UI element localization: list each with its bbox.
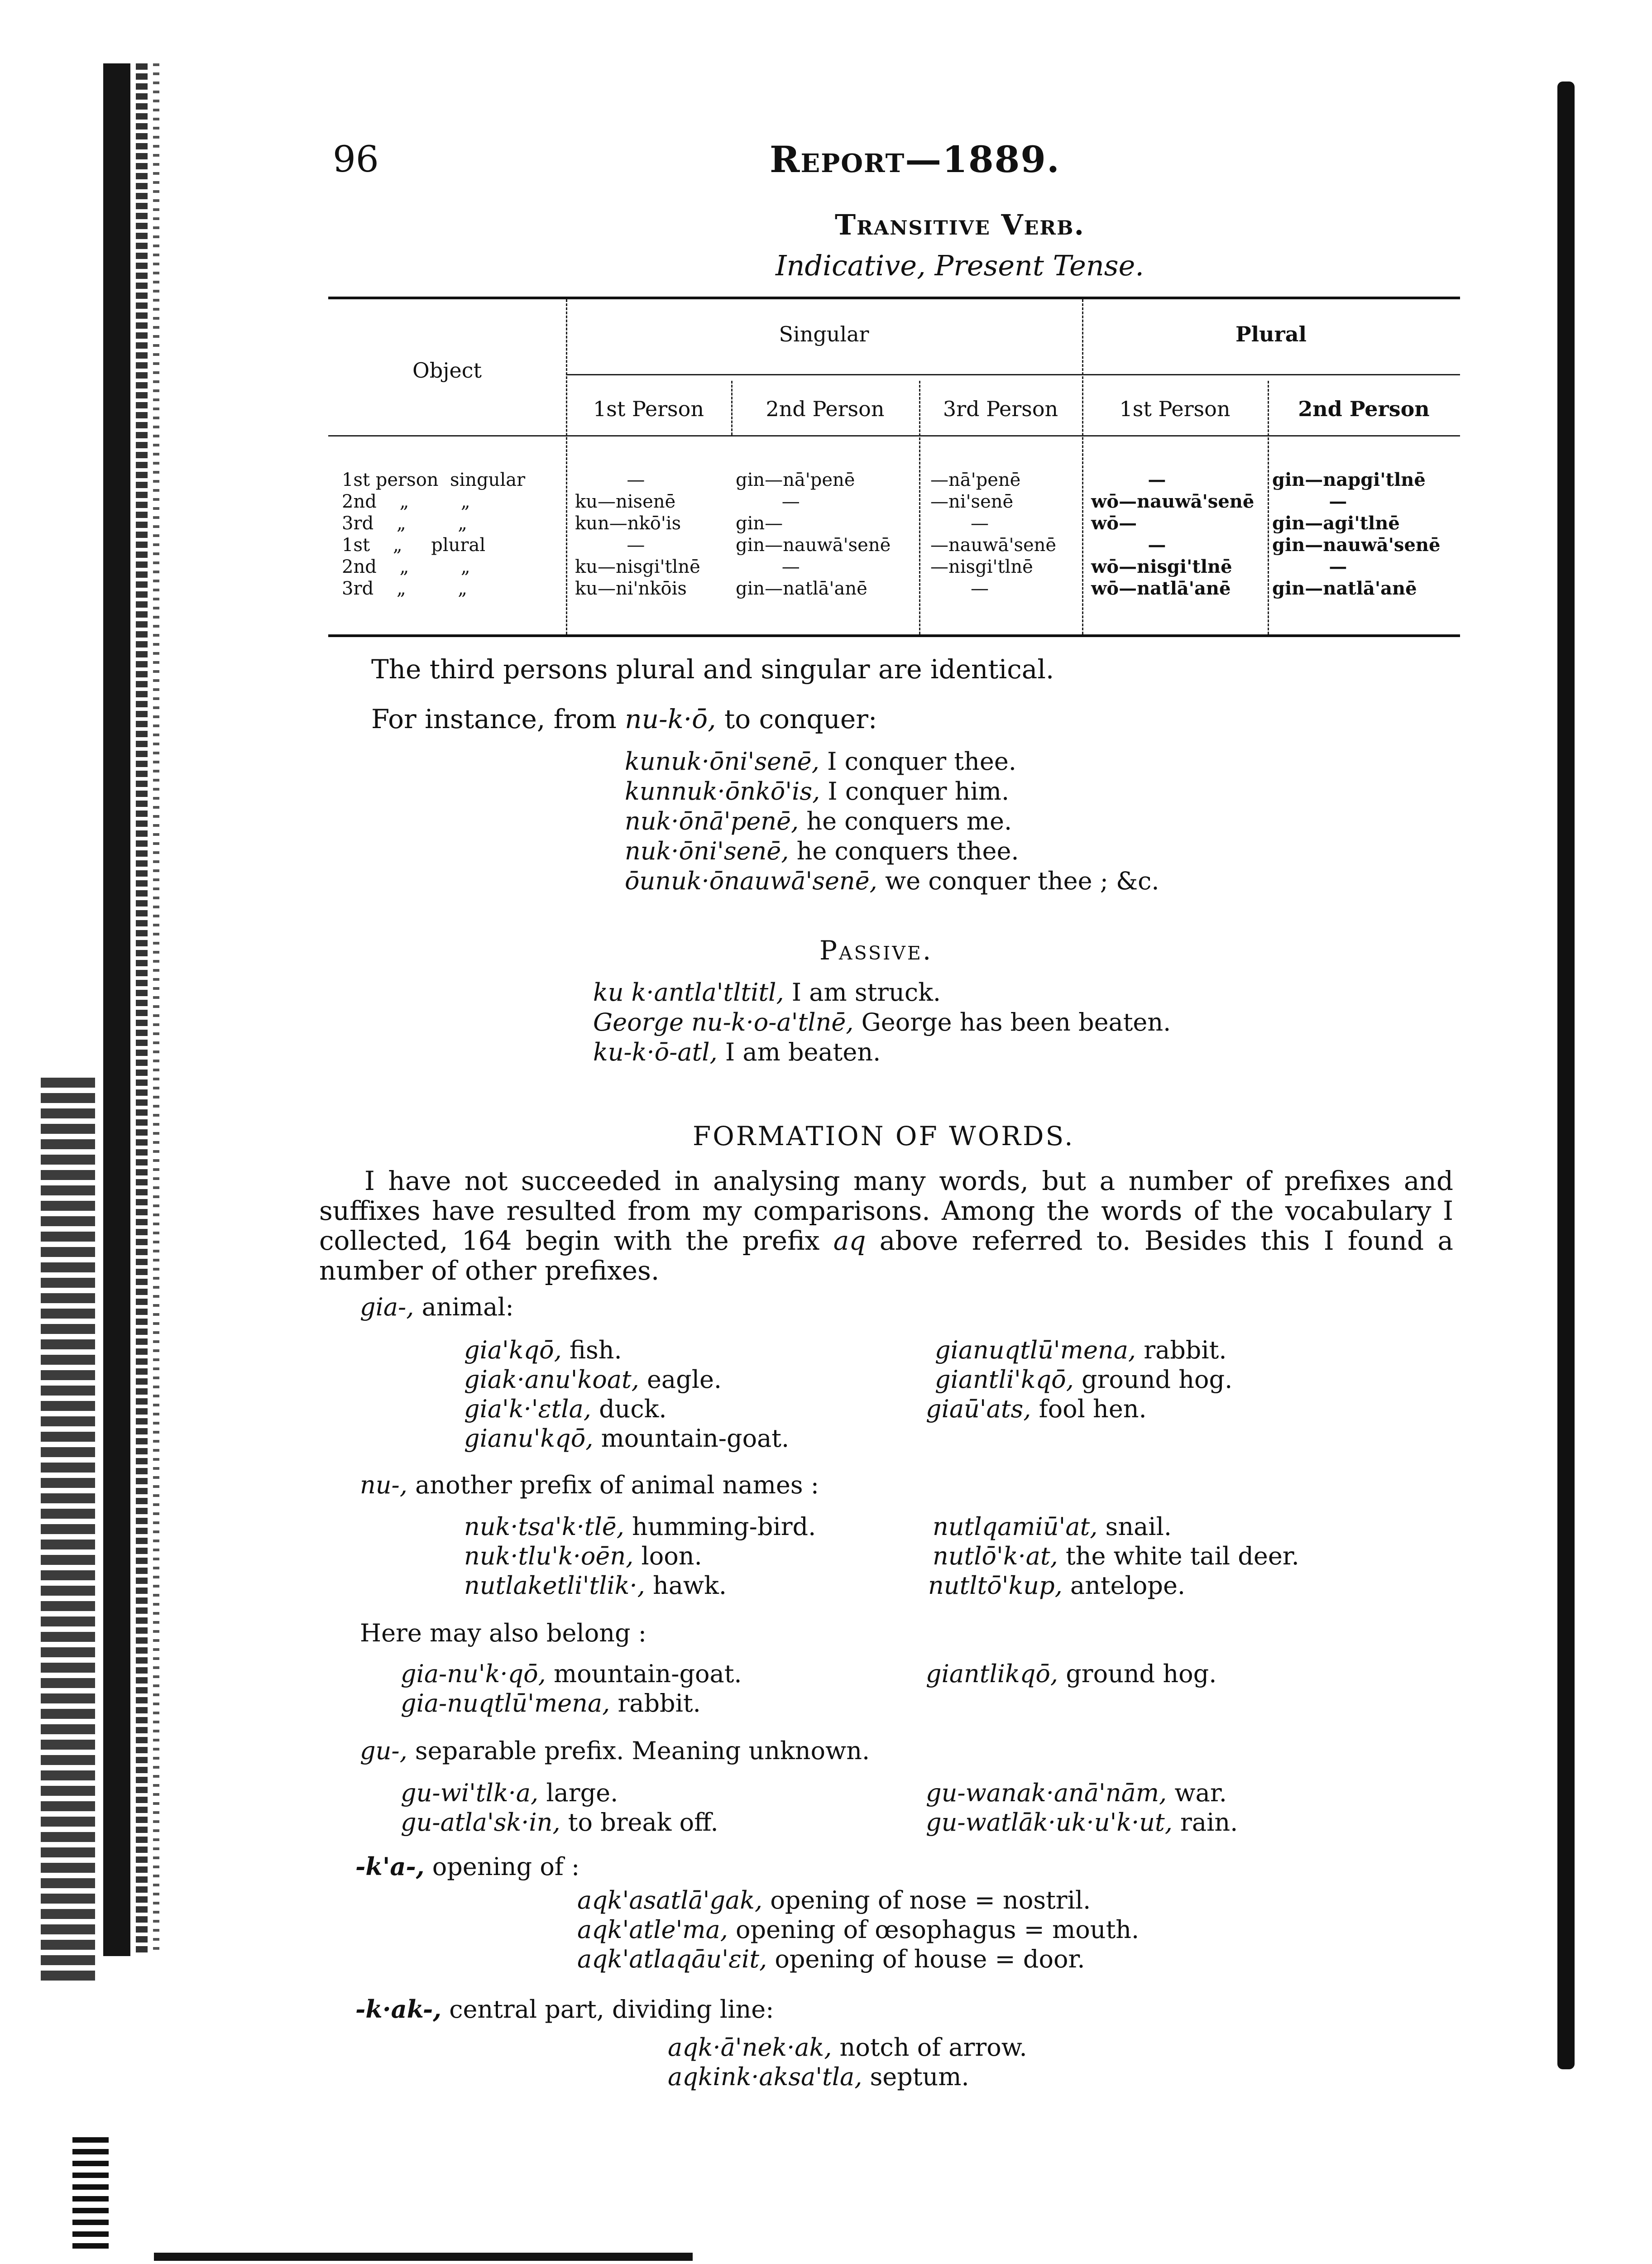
native-word: aqk'atlaqāu'ɛit, — [577, 1945, 767, 1973]
vocab-entry — [464, 1424, 789, 1453]
gloss: snail. — [1097, 1512, 1172, 1541]
text: to conquer: — [716, 704, 877, 734]
gloss: hawk. — [645, 1571, 727, 1600]
gloss: eagle. — [639, 1365, 722, 1394]
native-word: nutlqamiū'at, — [933, 1512, 1098, 1541]
vocab-entry — [933, 1542, 1299, 1571]
section-heading-passive: Passive. — [819, 935, 933, 966]
header-rule — [566, 374, 1460, 375]
gloss: I conquer thee. — [819, 747, 1016, 776]
example — [593, 1008, 1171, 1037]
gloss: mountain-goat. — [546, 1660, 742, 1688]
gloss: opening of œsophagus = mouth. — [728, 1915, 1140, 1944]
gloss: opening of house = door. — [767, 1945, 1085, 1973]
native-word: giaū'ats, — [926, 1395, 1031, 1423]
example — [625, 807, 1012, 836]
vocab-entry — [464, 1512, 816, 1541]
gloss: ground hog. — [1058, 1660, 1217, 1688]
vocab-entry — [464, 1395, 667, 1424]
paragraph — [371, 704, 877, 734]
gloss: large. — [538, 1779, 618, 1807]
gloss: mountain-goat. — [593, 1424, 790, 1453]
gloss: notch of arrow. — [832, 2033, 1027, 2062]
gloss: I conquer him. — [820, 777, 1010, 806]
gloss: he conquers thee. — [789, 837, 1019, 865]
header-person: 2nd Person — [766, 397, 885, 421]
native-word: aqkink·aksa'tla, — [668, 2063, 862, 2091]
native-word: aqk·ā'nek·ak, — [668, 2033, 832, 2062]
native-word: kunnuk·ōnkō'is, — [625, 777, 820, 806]
text: For instance, from — [371, 704, 625, 734]
gloss: rabbit. — [610, 1689, 701, 1717]
native-word: gia-nu'k·qō, — [401, 1660, 546, 1688]
vocab-entry — [668, 2063, 969, 2091]
scan-edge-left-inner — [136, 63, 148, 1956]
header-person: 3rd Person — [943, 397, 1058, 421]
gloss: George has been beaten. — [853, 1008, 1171, 1036]
native-word: nuk·ōni'senē, — [625, 837, 789, 865]
gloss: to break off. — [560, 1808, 718, 1837]
text: above referred to. Besides this I found a number of other prefixes. — [319, 1225, 1453, 1286]
example — [593, 978, 941, 1007]
vocab-entry — [668, 2033, 1027, 2062]
header-person: 1st Person — [1119, 397, 1231, 421]
gloss: humming-bird. — [624, 1512, 816, 1541]
gloss: duck. — [591, 1395, 667, 1423]
native-word: kunuk·ōni'senē, — [625, 747, 819, 776]
example — [593, 1038, 881, 1067]
gloss: he conquers me. — [799, 807, 1012, 835]
vocab-entry — [935, 1365, 1232, 1394]
object-column: 1st person singular 2nd „ „ 3rd „ „ 1st „ plural 2nd „ „ 3rd „ „ — [342, 470, 526, 599]
gloss: rabbit. — [1136, 1336, 1227, 1364]
prefix-heading — [355, 1995, 774, 2024]
prefix: gia-, — [360, 1293, 414, 1321]
native-word: gu-atla'sk·in, — [401, 1808, 560, 1837]
gloss: ground hog. — [1073, 1365, 1233, 1394]
header-plural: Plural — [1235, 322, 1307, 346]
vocab-entry — [401, 1808, 718, 1837]
vocab-entry — [464, 1542, 702, 1571]
header-person: 1st Person — [593, 397, 704, 421]
gloss: rain. — [1172, 1808, 1238, 1837]
singular-3rd-column: —nā'penē —ni'senē — —nauwā'senē —nisgi'tlnē — — [930, 470, 1057, 599]
plural-1st-column: — wō—nauwā'senē wō— — wō—nisgi'tlnē wō—natlā'anē — [1091, 469, 1255, 599]
paragraph: The third persons plural and singular are identical. — [371, 654, 1054, 685]
gloss: I am beaten. — [717, 1038, 881, 1066]
native-word: George nu-k·o-a'tlnē, — [593, 1008, 854, 1036]
prefix: -k·ak-, — [355, 1995, 442, 2024]
section-heading-formation: FORMATION OF WORDS. — [693, 1121, 1075, 1151]
subheading: Here may also belong : — [360, 1619, 646, 1647]
header-person: 2nd Person — [1298, 397, 1430, 421]
native-word: gia-nuqtlū'mena, — [401, 1689, 610, 1717]
gloss: another prefix of animal names : — [407, 1471, 819, 1499]
vocab-entry — [464, 1571, 727, 1600]
gloss: separable prefix. Meaning unknown. — [407, 1736, 870, 1765]
native-word: ōunuk·ōnauwā'senē, — [625, 867, 877, 895]
plural-2nd-column: gin—napgi'tlnē — gin—agi'tlnē gin—nauwā'senē — gin—natlā'anē — [1272, 469, 1441, 599]
native-word: gianu'kqō, — [464, 1424, 594, 1453]
native-word: giak·anu'koat, — [464, 1365, 639, 1394]
gloss: fool hen. — [1031, 1395, 1147, 1423]
native-word: nu-k·ō, — [625, 704, 716, 734]
vocab-entry — [401, 1779, 618, 1808]
conjugation-table — [328, 297, 1460, 637]
native-word: ku k·antla'tltitl, — [593, 978, 784, 1007]
native-word: nutlaketli'tlik·, — [464, 1571, 645, 1600]
vocab-entry — [577, 1886, 1091, 1915]
prefix: gu-, — [360, 1736, 407, 1765]
scan-edge-bottom — [154, 2253, 693, 2261]
singular-2nd-column: gin—nā'penē — gin— gin—nauwā'senē — gin—natlā'anē — [736, 470, 891, 599]
vocab-entry — [926, 1660, 1216, 1688]
vocab-entry — [926, 1779, 1227, 1808]
prefix-heading — [360, 1736, 870, 1765]
native-word: ku-k·ō-atl, — [593, 1038, 718, 1066]
vocab-entry — [926, 1395, 1147, 1424]
example — [625, 747, 1016, 776]
column-divider — [1082, 299, 1083, 634]
native-word: giantlikqō, — [926, 1660, 1058, 1688]
prefix-heading — [360, 1471, 819, 1500]
native-word: nuk·tsa'k·tlē, — [464, 1512, 624, 1541]
vocab-entry — [464, 1336, 622, 1365]
header-rule — [328, 435, 1460, 436]
example — [625, 837, 1019, 866]
native-word: gianuqtlū'mena, — [935, 1336, 1136, 1364]
gloss: septum. — [862, 2063, 969, 2091]
scan-edge-right — [1557, 82, 1575, 2069]
text: I have not succeeded in analysing many words, but a number of prefixes and suffixes have resulted from my comparisons. Among the words of the vocabulary I collected, 164 begin with the prefix — [319, 1166, 1453, 1256]
gloss: war. — [1167, 1779, 1227, 1807]
vocab-entry — [935, 1336, 1227, 1365]
native-word: aqk'atle'ma, — [577, 1915, 728, 1944]
native-word: gia'k·'ɛtla, — [464, 1395, 591, 1423]
prefix: -k'a-, — [355, 1852, 425, 1881]
vocab-entry — [926, 1808, 1238, 1837]
prefix: nu-, — [360, 1471, 407, 1499]
vocab-entry — [577, 1915, 1139, 1944]
vocab-entry — [928, 1571, 1185, 1600]
prefix-heading — [355, 1852, 579, 1881]
native-word: nuk·tlu'k·oēn, — [464, 1542, 634, 1570]
running-head: Report—1889. — [770, 138, 1060, 181]
vocab-entry — [464, 1365, 722, 1394]
scan-edge-left-inner2 — [153, 63, 159, 1956]
header-object: Object — [412, 358, 482, 383]
header-singular: Singular — [779, 322, 869, 346]
gloss: we conquer thee ; &c. — [877, 867, 1159, 895]
singular-1st-column: — ku—nisenē kun—nkō'is — ku—nisgi'tlnē ku—ni'nkōis — [575, 470, 700, 599]
table-title: Transitive Verb. — [834, 208, 1085, 241]
paragraph — [319, 1166, 1453, 1285]
gloss: central part, dividing line: — [441, 1995, 774, 2024]
scan-edge-left — [103, 63, 130, 1956]
native-word: gu-wi'tlk·a, — [401, 1779, 539, 1807]
gloss: antelope. — [1062, 1571, 1186, 1600]
gloss: opening of : — [424, 1852, 580, 1881]
scan-mark-left — [41, 1078, 95, 1983]
prefix-heading — [360, 1293, 514, 1322]
native-word: aq — [833, 1225, 866, 1256]
gloss: the white tail deer. — [1058, 1542, 1299, 1570]
native-word: gu-watlāk·uk·u'k·ut, — [926, 1808, 1173, 1837]
native-word: gu-wanak·anā'nām, — [926, 1779, 1167, 1807]
native-word: nutlō'k·at, — [933, 1542, 1058, 1570]
column-divider — [566, 299, 567, 634]
gloss: opening of nose = nostril. — [762, 1886, 1091, 1914]
gloss: animal: — [414, 1293, 514, 1321]
vocab-entry — [577, 1945, 1085, 1974]
gloss: fish. — [561, 1336, 622, 1364]
vocab-entry — [933, 1512, 1172, 1541]
native-word: giantli'kqō, — [935, 1365, 1074, 1394]
native-word: aqk'asatlā'gak, — [577, 1886, 763, 1914]
page-number: 96 — [333, 138, 379, 180]
example — [625, 777, 1009, 806]
vocab-entry — [401, 1660, 742, 1688]
gloss: I am struck. — [784, 978, 941, 1007]
native-word: nutltō'kup, — [928, 1571, 1063, 1600]
native-word: nuk·ōnā'penē, — [625, 807, 799, 835]
vocab-entry — [401, 1689, 701, 1718]
example — [625, 867, 1159, 896]
native-word: gia'kqō, — [464, 1336, 562, 1364]
table-subtitle: Indicative, Present Tense. — [776, 249, 1144, 282]
gloss: loon. — [633, 1542, 702, 1570]
scan-mark-left-bottom — [72, 2137, 109, 2255]
